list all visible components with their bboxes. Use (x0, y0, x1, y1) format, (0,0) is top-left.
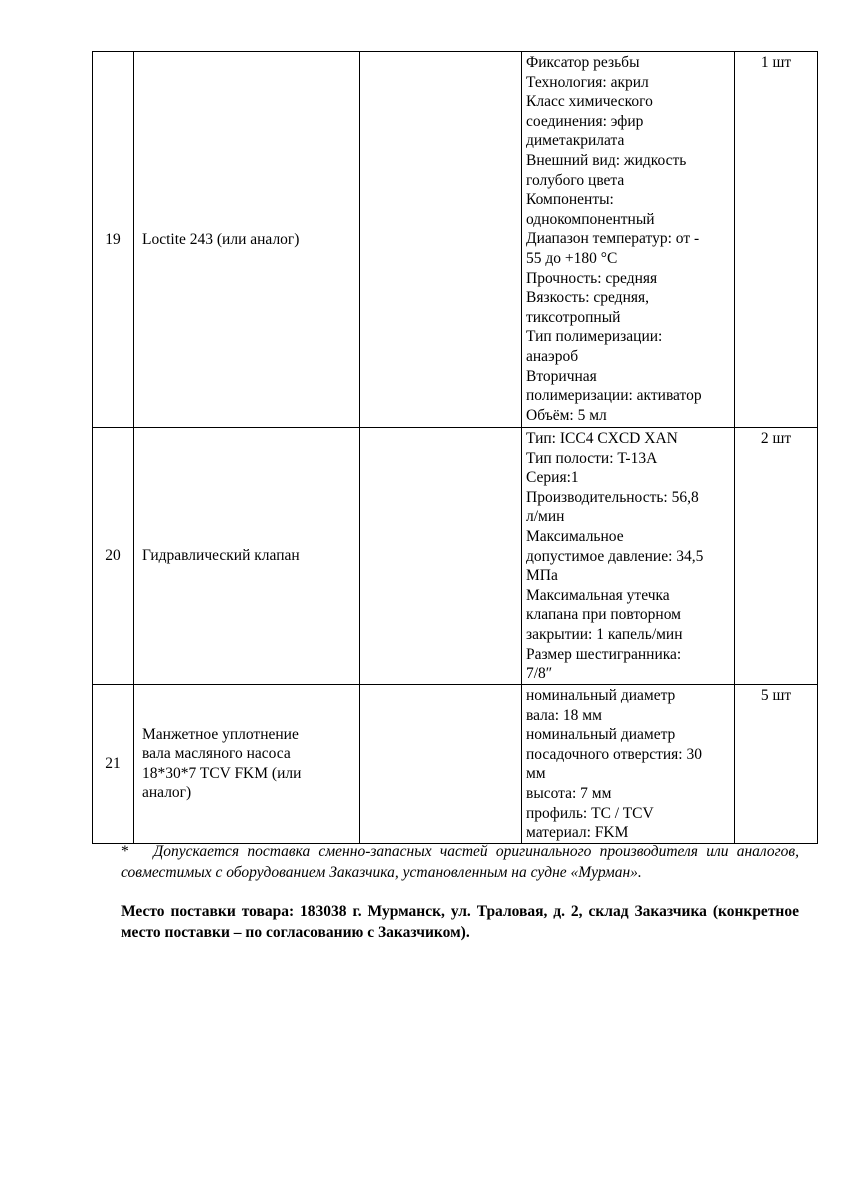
characteristic-line: посадочного отверстия: 30 (526, 745, 702, 763)
characteristic-line: вала: 18 мм (526, 706, 602, 724)
characteristic-line: Внешний вид: жидкость (526, 151, 687, 169)
footnote-text: Допускается поставка сменно-запасных частей оригинального производителя или аналогов, совместимых с оборудованием Заказчика, установленным на судне «Мурман». (121, 843, 799, 881)
characteristic-line: мм (526, 765, 546, 783)
characteristic-line: голубого цвета (526, 171, 625, 189)
item-name (134, 52, 360, 428)
characteristic-line: диметакрилата (526, 132, 625, 150)
characteristic-line: Прочность: средняя (526, 269, 658, 287)
item-name-line: Loctite 243 (или аналог) (142, 230, 300, 248)
item-characteristics (522, 428, 735, 685)
characteristic-line: профиль: TC / TCV (526, 804, 654, 822)
characteristic-line: Серия:1 (526, 469, 579, 487)
item-characteristics (522, 52, 735, 428)
characteristic-line: материал: FKM (526, 824, 629, 842)
row-number: 20 (93, 428, 134, 685)
item-name-line: Гидравлический клапан (142, 547, 300, 565)
item-characteristics (522, 685, 735, 844)
row-number: 19 (93, 52, 134, 428)
characteristic-line: Производительность: 56,8 (526, 488, 699, 506)
characteristic-line: 55 до +180 °C (526, 249, 618, 267)
item-name-line: аналог) (142, 784, 192, 802)
characteristic-line: высота: 7 мм (526, 784, 612, 802)
characteristic-line: закрытии: 1 капель/мин (526, 625, 683, 643)
footnote-marker: * (121, 843, 129, 860)
characteristic-line: Класс химического (526, 93, 653, 111)
characteristic-line: полимеризации: активатор (526, 387, 702, 405)
item-name-line: Манжетное уплотнение (142, 725, 299, 743)
table-row (93, 685, 818, 844)
characteristic-line: Вторичная (526, 367, 597, 385)
item-name (134, 428, 360, 685)
characteristic-line: тиксотропный (526, 308, 621, 326)
item-quantity: 5 шт (735, 685, 818, 844)
characteristic-line: Компоненты: (526, 191, 614, 209)
table-body (93, 52, 818, 844)
characteristic-line: Размер шестигранника: (526, 645, 682, 663)
item-quantity: 1 шт (735, 52, 818, 428)
table-row (93, 52, 818, 428)
item-name (134, 685, 360, 844)
characteristic-line: анаэроб (526, 347, 579, 365)
characteristic-line: Технология: акрил (526, 73, 649, 91)
row-number: 21 (93, 685, 134, 844)
item-name-line: вала масляного насоса (142, 745, 291, 763)
characteristic-line: Тип полимеризации: (526, 328, 663, 346)
characteristic-line: однокомпонентный (526, 210, 655, 228)
characteristic-line: Объём: 5 мл (526, 406, 607, 424)
characteristic-line: Диапазон температур: от - (526, 230, 700, 248)
empty-cell (360, 685, 522, 844)
empty-cell (360, 428, 522, 685)
item-quantity: 2 шт (735, 428, 818, 685)
characteristic-line: допустимое давление: 34,5 (526, 547, 704, 565)
characteristic-line: Вязкость: средняя, (526, 289, 649, 307)
empty-cell (360, 52, 522, 428)
characteristic-line: Фиксатор резьбы (526, 54, 640, 71)
characteristic-line: 7/8″ (526, 665, 553, 683)
item-name-line: 18*30*7 TCV FKM (или (142, 764, 302, 782)
characteristic-line: Тип: ICC4 CXCD XAN (526, 430, 678, 447)
characteristic-line: л/мин (526, 508, 565, 526)
table-row (93, 428, 818, 685)
characteristic-line: МПа (526, 567, 558, 585)
characteristic-line: соединения: эфир (526, 112, 644, 130)
characteristic-line: Тип полости: T-13A (526, 449, 658, 467)
characteristic-line: клапана при повторном (526, 606, 681, 624)
specification-table (92, 51, 818, 844)
characteristic-line: номинальный диаметр (526, 726, 676, 744)
footnote (121, 842, 799, 883)
characteristic-line: Максимальное (526, 527, 624, 545)
characteristic-line: номинальный диаметр (526, 687, 676, 704)
delivery-place: Место поставки товара: 183038 г. Мурманск, ул. Траловая, д. 2, склад Заказчика (конкретное место поставки – по согласованию с Заказчиком). (121, 903, 799, 941)
characteristic-line: Максимальная утечка (526, 586, 670, 604)
